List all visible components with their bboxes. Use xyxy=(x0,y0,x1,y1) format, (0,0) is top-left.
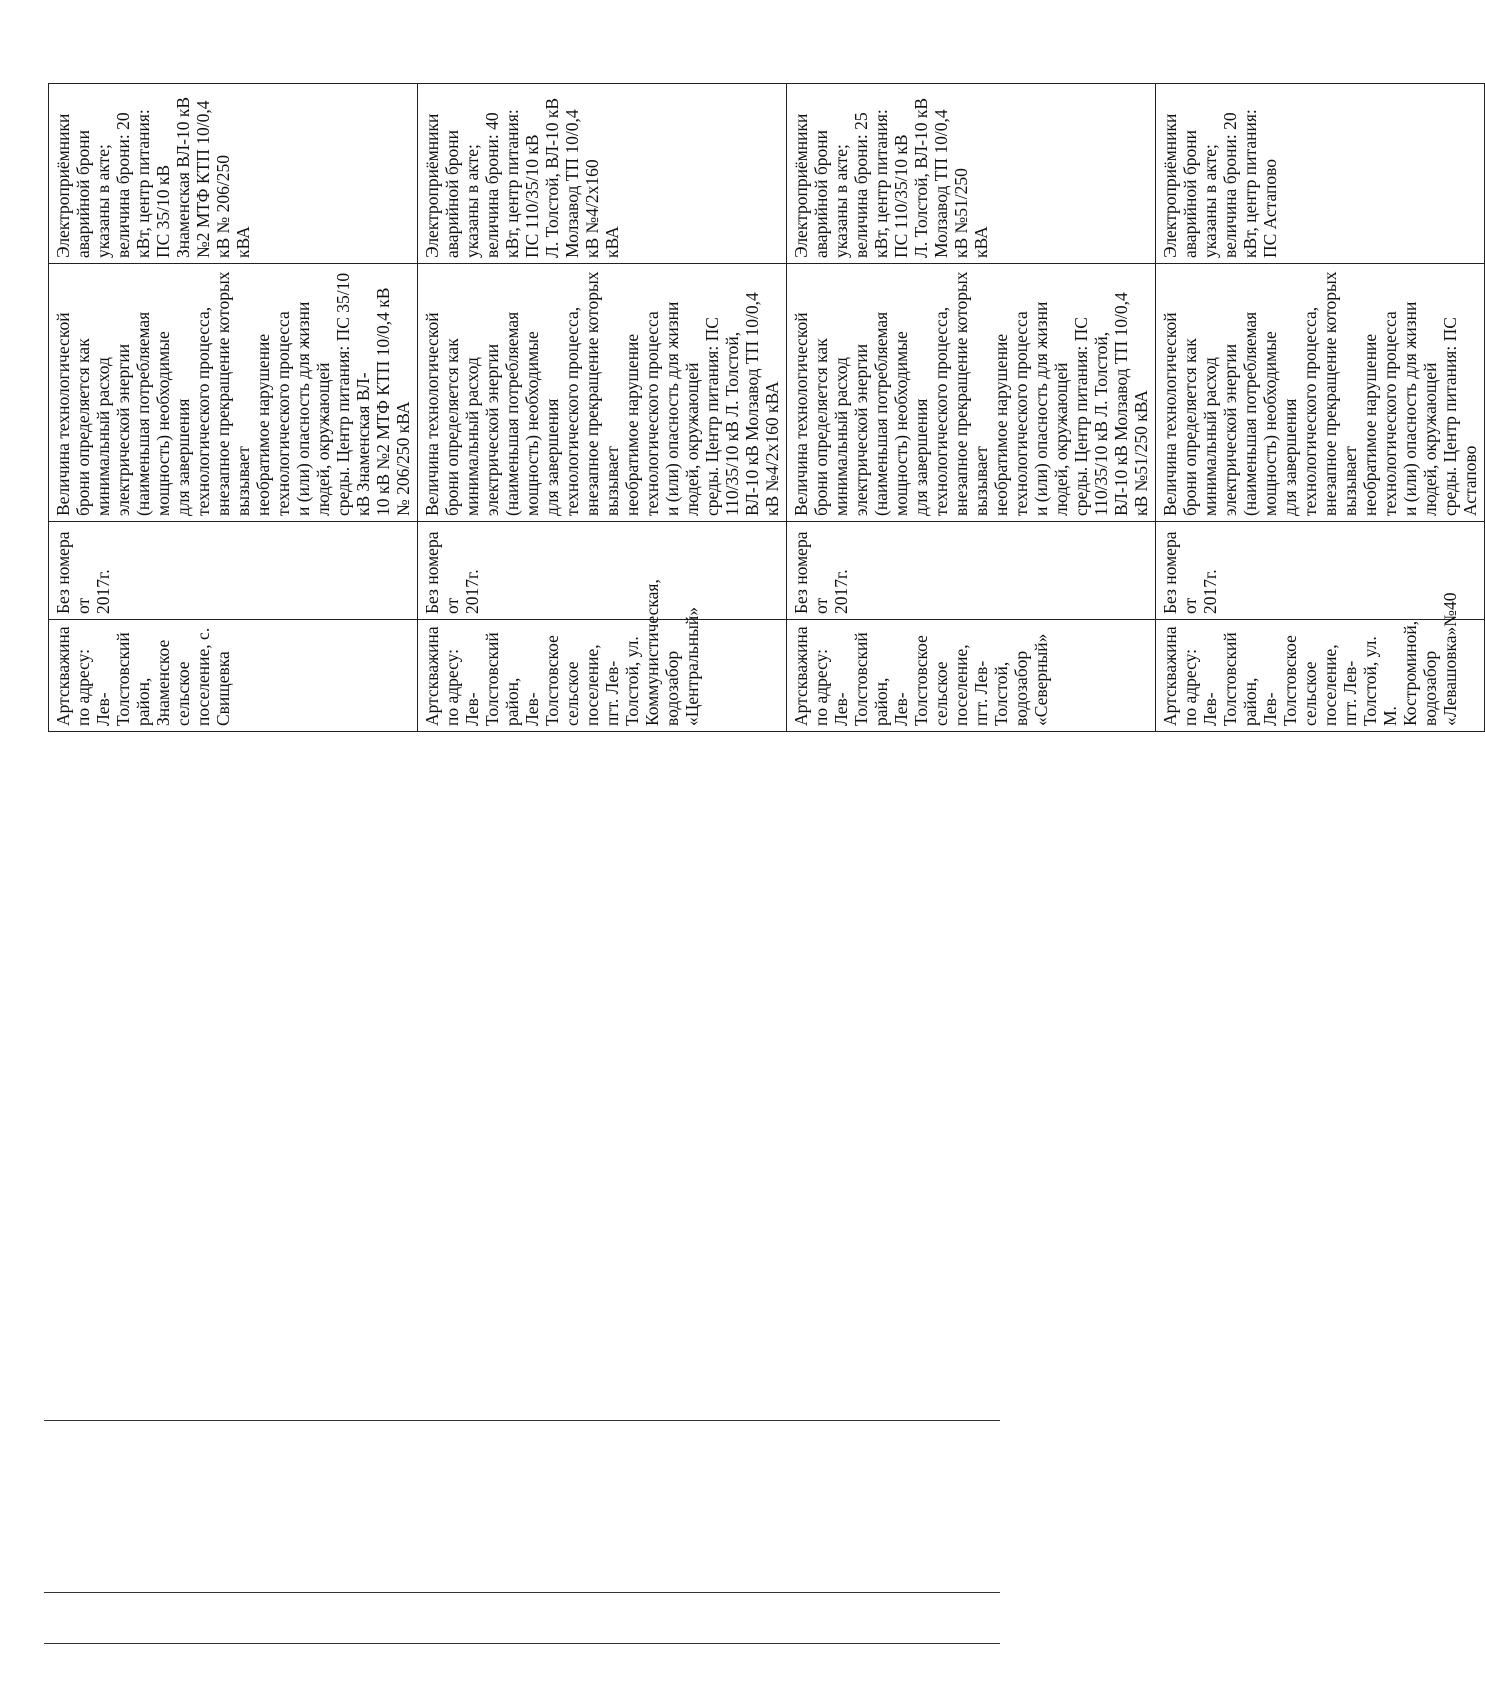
document-cell: Без номера от 2017г. xyxy=(49,522,418,620)
rotated-page xyxy=(0,40,1480,1692)
signature-rule xyxy=(44,1643,1000,1644)
emergency-reserve-cell: Электроприёмники аварийной брони указаны в акте; величина брони: 40 кВт, центр питания: ПС 110/35/10 кВ Л. Толстой, ВЛ-10 кВ Молзавод ТП 10/0,4 кВ №4/2х160 кВА xyxy=(418,84,787,264)
document-cell: Без номера от 2017г. xyxy=(1156,522,1485,620)
tech-reserve-cell: Величина технологической брони определяется как минимальный расход электрической энергии (наименьшая потребляемая мощность) необходимые для завершения технологического процесса, внезапное прекращение которых вызывает необратимое нарушение технологического процесса и (или) опасность для жизни людей, окружающей среды. Центр питания: ПС 35/10 кВ Знаменская ВЛ- 10 кВ №2 МТФ КТП 10/0,4 кВ № 206/250 кВА xyxy=(49,264,418,522)
table-row xyxy=(787,84,1156,732)
signature-rule xyxy=(44,1420,1000,1421)
tech-reserve-cell: Величина технологической брони определяется как минимальный расход электрической энергии (наименьшая потребляемая мощность) необходимые для завершения технологического процесса, внезапное прекращение которых вызывает необратимое нарушение технологического процесса и (или) опасность для жизни людей, окружающей среды. Центр питания: ПС 110/35/10 кВ Л. Толстой, ВЛ-10 кВ Молзавод ТП 10/0,4 кВ №51/250 кВА xyxy=(787,264,1156,522)
address-cell: Артскважина по адресу: Лев-Толстовский район, Лев-Толстовское сельское поселение, пгт. Лев-Толстой, ул. Коммунистическая, водозабор «Центральный» xyxy=(418,620,787,732)
table-row xyxy=(49,84,418,732)
reserve-table xyxy=(48,83,1485,732)
table-row xyxy=(418,84,787,732)
address-cell: Артскважина по адресу: Лев-Толстовский район, Лев-Толстовское сельское поселение, пгт. Лев-Толстой, водозабор «Северный» xyxy=(787,620,1156,732)
signature-rule xyxy=(44,1592,1000,1593)
address-cell: Артскважина по адресу: Лев-Толстовский район, Знаменское сельское поселение, с. Свищевка xyxy=(49,620,418,732)
document-cell: Без номера от 2017г. xyxy=(418,522,787,620)
tech-reserve-cell: Величина технологической брони определяется как минимальный расход электрической энергии (наименьшая потребляемая мощность) необходимые для завершения технологического процесса, внезапное прекращение которых вызывает необратимое нарушение технологического процесса и (или) опасность для жизни людей, окружающей среды. Центр питания: ПС 110/35/10 кВ Л. Толстой, ВЛ-10 кВ Молзавод ТП 10/0,4 кВ №4/2х160 кВА xyxy=(418,264,787,522)
tech-reserve-cell: Величина технологической брони определяется как минимальный расход электрической энергии (наименьшая потребляемая мощность) необходимые для завершения технологического процесса, внезапное прекращение которых вызывает необратимое нарушение технологического процесса и (или) опасность для жизни людей, окружающей среды. Центр питания: ПС Астапово xyxy=(1156,264,1485,522)
table-row xyxy=(1156,84,1485,732)
address-cell: Артскважина по адресу: Лев-Толстовский район, Лев-Толстовское сельское поселение, пгт. Лев-Толстой, ул. М. Костроминой, водозабор «Левашовка»№40 xyxy=(1156,620,1485,732)
emergency-reserve-cell: Электроприёмники аварийной брони указаны в акте; величина брони: 25 кВт, центр питания: ПС 110/35/10 кВ Л. Толстой, ВЛ-10 кВ Молзавод ТП 10/0,4 кВ №51/250 кВА xyxy=(787,84,1156,264)
emergency-reserve-cell: Электроприёмники аварийной брони указаны в акте; величина брони: 20 кВт, центр питания: ПС 35/10 кВ Знаменская ВЛ-10 кВ №2 МТФ КТП 10/0,4 кВ № 206/250 кВА xyxy=(49,84,418,264)
document-cell: Без номера от 2017г. xyxy=(787,522,1156,620)
emergency-reserve-cell: Электроприёмники аварийной брони указаны в акте; величина брони: 20 кВт, центр питания: ПС Астапово xyxy=(1156,84,1485,264)
